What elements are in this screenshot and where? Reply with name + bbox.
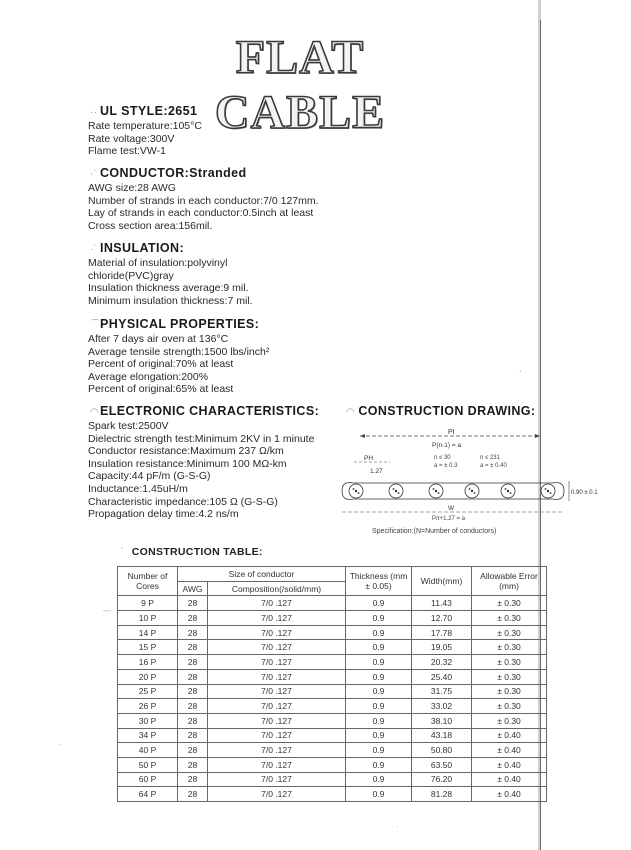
electronic-line: Characteristic impedance:105 Ω (G-S-G) (88, 495, 278, 508)
table-row (118, 728, 547, 743)
construction-table (117, 566, 547, 802)
scan-speck: · (396, 822, 399, 831)
insulation-section (88, 241, 253, 307)
cell-error: ± 0.40 (472, 787, 547, 802)
cell-composition: 7/0 .127 (208, 699, 346, 714)
cell-cores: 34 P (118, 728, 178, 743)
n-large-label: n ≤ 231 (480, 455, 500, 461)
cell-awg: 28 (178, 743, 208, 758)
conductor-line: AWG size:28 AWG (88, 182, 176, 194)
cell-awg: 28 (178, 625, 208, 640)
scan-speck: — (103, 606, 111, 615)
pi-label: PI (448, 429, 455, 436)
table-row (118, 640, 547, 655)
insulation-line: chloride(PVC)gray (88, 269, 174, 282)
strand-dots (353, 488, 552, 494)
electronic-line: Propagation delay time:4.2 ns/m (88, 508, 239, 521)
cell-error: ± 0.30 (472, 625, 547, 640)
cell-error: ± 0.30 (472, 655, 547, 670)
cell-error: ± 0.30 (472, 684, 547, 699)
physical-line: Average tensile strength:1500 lbs/inch² (88, 345, 270, 358)
cell-cores: 50 P (118, 757, 178, 772)
scan-speck: · (58, 740, 61, 749)
table-row (118, 757, 547, 772)
arrow-left-icon (360, 434, 365, 438)
cell-thickness: 0.9 (346, 669, 412, 684)
cell-cores: 16 P (118, 655, 178, 670)
cell-thickness: 0.9 (346, 772, 412, 787)
cell-composition: 7/0 .127 (208, 655, 346, 670)
cell-width: 17.78 (412, 625, 472, 640)
electronic-line: Dielectric strength test:Minimum 2KV in 1 minute (88, 432, 315, 445)
conductor-line: Lay of strands in each conductor:0.5inch at least (88, 207, 314, 220)
table-row (118, 743, 547, 758)
cell-error: ± 0.30 (472, 713, 547, 728)
cell-composition: 7/0 .127 (208, 728, 346, 743)
physical-heading: PHYSICAL PROPERTIES: (100, 317, 260, 331)
header-width: Width(mm) (412, 567, 472, 596)
bullet-mark-icon: ⌒ (90, 320, 101, 331)
cell-error: ± 0.30 (472, 699, 547, 714)
cell-composition: 7/0 .127 (208, 772, 346, 787)
cell-awg: 28 (178, 669, 208, 684)
electronic-line: Insulation resistance:Minimum 100 MΩ-km (88, 457, 287, 470)
cell-width: 12.70 (412, 611, 472, 626)
scan-speck: ˋ (519, 370, 522, 379)
header-thickness: Thickness (mm ± 0.05) (346, 567, 412, 596)
cell-width: 76.20 (412, 772, 472, 787)
bullet-mark-icon: ·· (90, 107, 98, 118)
table-row (118, 596, 547, 611)
cell-thickness: 0.9 (346, 757, 412, 772)
header-size: Size of conductor (178, 567, 346, 582)
table-row (118, 684, 547, 699)
header-error: Allowable Error (mm) (472, 567, 547, 596)
cell-cores: 26 P (118, 699, 178, 714)
ul-style-line: Rate voltage:300V (88, 132, 175, 145)
cell-cores: 10 P (118, 611, 178, 626)
cell-thickness: 0.9 (346, 640, 412, 655)
cell-thickness: 0.9 (346, 713, 412, 728)
cell-width: 38.10 (412, 713, 472, 728)
cell-thickness: 0.9 (346, 684, 412, 699)
electronic-section (88, 404, 319, 521)
cell-error: ± 0.30 (472, 611, 547, 626)
cell-cores: 9 P (118, 596, 178, 611)
insulation-heading: INSULATION: (100, 241, 185, 255)
cell-composition: 7/0 .127 (208, 625, 346, 640)
cell-awg: 28 (178, 640, 208, 655)
cell-composition: 7/0 .127 (208, 743, 346, 758)
cell-cores: 20 P (118, 669, 178, 684)
cell-awg: 28 (178, 699, 208, 714)
cell-composition: 7/0 .127 (208, 787, 346, 802)
cell-composition: 7/0 .127 (208, 669, 346, 684)
cell-width: 19.05 (412, 640, 472, 655)
cable-cross-section-drawing (340, 426, 625, 526)
electronic-line: Capacity:44 pF/m (G-S-G) (88, 470, 211, 483)
cell-awg: 28 (178, 684, 208, 699)
header-composition: Composition(/solid/mm) (208, 581, 346, 596)
table-row (118, 699, 547, 714)
cell-error: ± 0.40 (472, 728, 547, 743)
a-small-label: a = ± 0.3 (434, 463, 458, 469)
header-awg: AWG (178, 581, 208, 596)
pitch-label: 1.27 (370, 468, 383, 475)
physical-line: Percent of original:70% at least (88, 358, 234, 371)
construction-drawing-heading: ◠ CONSTRUCTION DRAWING: (346, 404, 536, 418)
cell-composition: 7/0 .127 (208, 640, 346, 655)
table-row (118, 713, 547, 728)
cell-thickness: 0.9 (346, 625, 412, 640)
electronic-heading: ELECTRONIC CHARACTERISTICS: (100, 404, 320, 418)
conductor-cores (349, 484, 555, 498)
cell-composition: 7/0 .127 (208, 684, 346, 699)
cell-cores: 60 P (118, 772, 178, 787)
w-formula-label: P/r+1.27 = a (432, 516, 466, 522)
cell-error: ± 0.30 (472, 640, 547, 655)
cell-thickness: 0.9 (346, 596, 412, 611)
cell-awg: 28 (178, 772, 208, 787)
insulation-line: Insulation thickness average:9 mil. (88, 282, 249, 295)
insulation-line: Material of insulation:polyvinyl (88, 257, 228, 269)
ul-style-line: Rate temperature:105°C (88, 120, 202, 132)
n-small-label: n ≤ 30 (434, 455, 451, 461)
specification-note: Specification:(N=Number of conductors) (372, 528, 497, 535)
cell-error: ± 0.30 (472, 596, 547, 611)
ul-style-line: Flame test:VW-1 (88, 145, 166, 158)
cell-thickness: 0.9 (346, 655, 412, 670)
conductor-heading: CONDUCTOR:Stranded (100, 166, 247, 180)
cell-cores: 40 P (118, 743, 178, 758)
cable-outline (342, 483, 564, 500)
electronic-line: Conductor resistance:Maximum 237 Ω/km (88, 445, 284, 458)
cell-width: 25.40 (412, 669, 472, 684)
insulation-line: Minimum insulation thickness:7 mil. (88, 294, 253, 307)
construction-table-heading: ˊ CONSTRUCTION TABLE: (120, 546, 263, 558)
ul-style-heading: UL STYLE:2651 (100, 104, 198, 118)
bullet-mark-icon: ·˙ (90, 169, 98, 180)
electronic-line: Spark test:2500V (88, 420, 169, 432)
cell-error: ± 0.40 (472, 743, 547, 758)
cell-error: ± 0.40 (472, 772, 547, 787)
cell-error: ± 0.40 (472, 757, 547, 772)
cell-composition: 7/0 .127 (208, 596, 346, 611)
cell-cores: 15 P (118, 640, 178, 655)
cell-awg: 28 (178, 757, 208, 772)
table-row (118, 669, 547, 684)
cell-thickness: 0.9 (346, 699, 412, 714)
electronic-line: Inductance:1.45uH/m (88, 482, 188, 495)
table-row (118, 611, 547, 626)
a-large-label: a = ± 0.40 (480, 463, 507, 469)
physical-section (88, 316, 269, 396)
cell-width: 81.28 (412, 787, 472, 802)
cell-thickness: 0.9 (346, 787, 412, 802)
cell-thickness: 0.9 (346, 611, 412, 626)
cell-cores: 25 P (118, 684, 178, 699)
cell-composition: 7/0 .127 (208, 757, 346, 772)
conductor-line: Number of strands in each conductor:7/0 127mm. (88, 194, 319, 207)
cell-awg: 28 (178, 596, 208, 611)
cell-cores: 14 P (118, 625, 178, 640)
arrow-right-icon (535, 434, 540, 438)
cell-width: 33.02 (412, 699, 472, 714)
bullet-mark-icon: ◠ (90, 407, 100, 418)
table-row (118, 625, 547, 640)
cell-width: 43.18 (412, 728, 472, 743)
table-row (118, 655, 547, 670)
cell-composition: 7/0 .127 (208, 611, 346, 626)
cell-awg: 28 (178, 728, 208, 743)
cell-width: 20.32 (412, 655, 472, 670)
table-row (118, 772, 547, 787)
physical-line: Average elongation:200% (88, 370, 209, 383)
cell-cores: 30 P (118, 713, 178, 728)
cell-cores: 64 P (118, 787, 178, 802)
cell-width: 50.80 (412, 743, 472, 758)
cell-composition: 7/0 .127 (208, 713, 346, 728)
bullet-mark-icon: ·˙ (90, 244, 98, 255)
cell-thickness: 0.9 (346, 743, 412, 758)
ul-style-section (88, 104, 202, 158)
physical-line: After 7 days air oven at 136°C (88, 333, 229, 345)
conductor-line: Cross section area:156mil. (88, 219, 213, 232)
conductor-section (88, 166, 319, 232)
cell-width: 11.43 (412, 596, 472, 611)
cell-thickness: 0.9 (346, 728, 412, 743)
cell-awg: 28 (178, 713, 208, 728)
cell-width: 31.75 (412, 684, 472, 699)
bullet-mark-icon: ˊ (120, 546, 124, 558)
header-cores: Number of Cores (118, 567, 178, 596)
thickness-label: 0.90 ± 0.1 (571, 490, 598, 496)
w-label: W (448, 505, 455, 512)
cell-awg: 28 (178, 611, 208, 626)
ph-label: PH (364, 455, 374, 462)
bullet-mark-icon: ◠ (346, 407, 359, 418)
page-title: FLAT CABLE (214, 31, 386, 139)
cell-awg: 28 (178, 655, 208, 670)
cell-width: 63.50 (412, 757, 472, 772)
table-row (118, 787, 547, 802)
cell-error: ± 0.30 (472, 669, 547, 684)
cell-awg: 28 (178, 787, 208, 802)
physical-line: Percent of original:65% at least (88, 383, 234, 396)
pi-formula-label: P(n-1) = a (432, 442, 462, 449)
